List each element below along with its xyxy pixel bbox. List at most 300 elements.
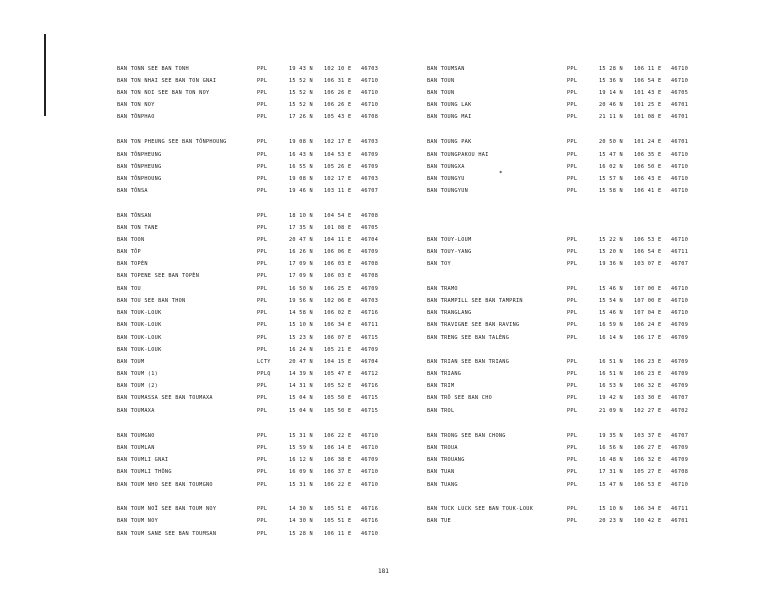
entry-lon: 103 37 E [634,433,662,439]
entry-type: PPL [567,359,578,365]
entry-type: PPL [257,78,268,84]
entry-name: BAN TRONG SEE BAN CHONG [427,433,506,439]
entry-type: PPL [567,66,578,72]
entry-lat: 15 52 N [289,90,313,96]
entry-lon: 105 43 E [324,114,352,120]
entry-lon: 105 52 E [324,383,352,389]
entry-code: 46709 [671,359,689,365]
entry-code: 46709 [361,249,379,255]
entry-type: PPL [567,152,578,158]
entry-code: 46715 [361,335,379,341]
entry-code: 46710 [671,176,689,182]
entry-code: 46701 [671,114,689,120]
entry-lat: 15 31 N [289,433,313,439]
entry-name: BAN TRIM [427,383,455,389]
entry-code: 46708 [361,213,379,219]
entry-lat: 15 20 N [599,249,623,255]
entry-code: 46710 [361,78,379,84]
entry-lon: 101 08 E [324,225,352,231]
entry-code: 46705 [361,225,379,231]
entry-lat: 19 46 N [289,188,313,194]
entry-lon: 106 11 E [324,531,352,537]
entry-code: 46709 [671,335,689,341]
entry-lon: 106 53 E [634,482,662,488]
entry-lon: 102 10 E [324,66,352,72]
entry-lat: 15 59 N [289,445,313,451]
entry-code: 46703 [361,176,379,182]
entry-name: BAN TOUNG PAK [427,139,472,145]
entry-lon: 106 27 E [634,445,662,451]
entry-code: 46707 [361,188,379,194]
entry-lat: 16 53 N [599,383,623,389]
entry-name: BAN TRÔ SEE BAN CHO [427,395,493,401]
entry-lon: 106 25 E [324,286,352,292]
entry-code: 46716 [361,383,379,389]
entry-lat: 15 46 N [599,286,623,292]
entry-type: PPL [257,164,268,170]
entry-lat: 16 24 N [289,347,313,353]
entry-type: PPL [567,482,578,488]
entry-type: PPL [567,261,578,267]
entry-type: PPL [257,176,268,182]
entry-lat: 17 09 N [289,273,313,279]
entry-lon: 101 24 E [634,139,662,145]
entry-lon: 106 02 E [324,310,352,316]
entry-lat: 15 47 N [599,152,623,158]
entry-lat: 15 28 N [289,531,313,537]
entry-name: BAN TOPÈN [117,261,148,267]
entry-type: PPL [257,445,268,451]
entry-type: PPL [567,371,578,377]
entry-type: PPL [567,114,578,120]
entry-lat: 15 04 N [289,395,313,401]
entry-type: LCTY [257,359,271,365]
entry-name: BAN TÔNSAN [117,213,152,219]
entry-code: 46709 [671,383,689,389]
entry-type: PPL [567,433,578,439]
entry-lon: 104 15 E [324,359,352,365]
entry-code: 46710 [671,310,689,316]
entry-lat: 15 52 N [289,102,313,108]
entry-code: 46710 [671,286,689,292]
entry-name: BAN TOUMLI GNAI [117,457,169,463]
entry-lon: 102 17 E [324,139,352,145]
entry-code: 46716 [361,310,379,316]
entry-code: 46708 [361,273,379,279]
entry-type: PPL [257,395,268,401]
entry-type: PPL [567,408,578,414]
entry-type: PPL [567,469,578,475]
entry-code: 46716 [361,518,379,524]
entry-lat: 15 54 N [599,298,623,304]
entry-type: PPL [257,347,268,353]
entry-lat: 19 42 N [599,395,623,401]
entry-name: BAN TOUMLAN [117,445,155,451]
entry-name: BAN TOUM SANE SEE BAN TOUMSAN [117,531,217,537]
entry-lon: 104 53 E [324,152,352,158]
entry-type: PPL [257,506,268,512]
entry-name: BAN TRAMO [427,286,458,292]
entry-lon: 102 17 E [324,176,352,182]
entry-lon: 102 27 E [634,408,662,414]
entry-code: 46709 [361,286,379,292]
entry-lon: 106 37 E [324,469,352,475]
entry-type: PPL [567,445,578,451]
entry-lon: 101 08 E [634,114,662,120]
entry-type: PPL [257,335,268,341]
entry-lat: 19 08 N [289,139,313,145]
entry-lon: 106 53 E [634,237,662,243]
entry-lon: 106 31 E [324,78,352,84]
entry-lat: 17 35 N [289,225,313,231]
entry-lat: 16 14 N [599,335,623,341]
entry-code: 46710 [671,298,689,304]
entry-lon: 106 38 E [324,457,352,463]
entry-code: 46710 [671,164,689,170]
entry-type: PPL [257,188,268,194]
entry-lon: 102 06 E [324,298,352,304]
entry-code: 46707 [671,261,689,267]
entry-lat: 16 56 N [599,445,623,451]
entry-lon: 107 00 E [634,286,662,292]
entry-name: BAN TOUNG LAK [427,102,472,108]
entry-name: BAN TOUM (1) [117,371,159,377]
entry-lon: 101 25 E [634,102,662,108]
entry-name: BAN TÔNPHAO [117,114,155,120]
entry-type: PPL [257,249,268,255]
entry-type: PPL [567,176,578,182]
entry-code: 46709 [361,347,379,353]
entry-name: BAN TON NOI SEE BAN TON NOY [117,90,210,96]
entry-lon: 105 50 E [324,395,352,401]
entry-name: BAN TRAVIGNE SEE BAN RAVING [427,322,520,328]
entry-code: 46702 [671,408,689,414]
entry-type: PPL [257,408,268,414]
entry-lat: 16 55 N [289,164,313,170]
entry-lon: 106 11 E [634,66,662,72]
entry-lat: 20 47 N [289,237,313,243]
entry-lon: 103 11 E [324,188,352,194]
entry-lat: 15 31 N [289,482,313,488]
entry-type: PPL [257,261,268,267]
entry-type: PPL [567,78,578,84]
entry-lat: 15 23 N [289,335,313,341]
entry-code: 46701 [671,102,689,108]
entry-type: PPL [257,322,268,328]
entry-lon: 106 17 E [634,335,662,341]
entry-lon: 106 41 E [634,188,662,194]
entry-lat: 15 57 N [599,176,623,182]
entry-lon: 107 04 E [634,310,662,316]
entry-lon: 106 14 E [324,445,352,451]
entry-lat: 14 30 N [289,506,313,512]
entry-code: 46711 [671,506,689,512]
entry-name: BAN TOUN [427,78,455,84]
entry-name: BAN TRAMPILL SEE BAN TAMPRIN [427,298,523,304]
entry-name: BAN TRENG SEE BAN TALÈNG [427,335,510,341]
entry-lon: 105 51 E [324,518,352,524]
entry-lat: 19 56 N [289,298,313,304]
entry-name: BAN TUAN [427,469,455,475]
entry-code: 46710 [671,482,689,488]
entry-lon: 101 43 E [634,90,662,96]
entry-lon: 106 26 E [324,102,352,108]
entry-type: PPL [567,457,578,463]
entry-type: PPL [257,298,268,304]
entry-type: PPL [257,66,268,72]
entry-lon: 100 42 E [634,518,662,524]
entry-type: PPL [567,237,578,243]
entry-code: 46708 [671,469,689,475]
entry-type: PPL [567,518,578,524]
entry-lat: 14 58 N [289,310,313,316]
entry-lat: 15 47 N [599,482,623,488]
entry-code: 46701 [671,518,689,524]
entry-type: PPL [567,139,578,145]
entry-type: PPL [567,286,578,292]
entry-name: BAN TOUK-LOUK [117,347,162,353]
entry-name: BAN TOPENE SEE BAN TOPÈN [117,273,200,279]
entry-name: BAN TUANG [427,482,458,488]
entry-name: BAN TRANGLANG [427,310,472,316]
entry-code: 46711 [671,249,689,255]
entry-lon: 106 03 E [324,273,352,279]
entry-type: PPL [257,531,268,537]
entry-lat: 21 11 N [599,114,623,120]
entry-lon: 106 22 E [324,433,352,439]
entry-lat: 19 08 N [289,176,313,182]
entry-lon: 104 54 E [324,213,352,219]
entry-name: BAN TOUM NOÏ SEE BAN TOUM NOY [117,506,217,512]
entry-lat: 15 36 N [599,78,623,84]
entry-name: BAN TOY [427,261,451,267]
entry-code: 46710 [361,482,379,488]
page-number: 181 [378,568,389,575]
entry-code: 46708 [361,114,379,120]
entry-type: PPL [567,506,578,512]
entry-lat: 21 09 N [599,408,623,414]
entry-lat: 20 50 N [599,139,623,145]
entry-lon: 106 34 E [324,322,352,328]
entry-lon: 106 35 E [634,152,662,158]
entry-lat: 19 35 N [599,433,623,439]
entry-lon: 106 23 E [634,359,662,365]
entry-name: BAN TRIANG [427,371,462,377]
entry-code: 46710 [671,188,689,194]
entry-lon: 103 07 E [634,261,662,267]
entry-name: BAN TOUMSAN [427,66,465,72]
entry-name: BAN TOUNGYU [427,176,465,182]
entry-name: BAN TOUM (2) [117,383,159,389]
stray-mark: * [499,170,503,177]
entry-type: PPL [567,249,578,255]
entry-lat: 16 59 N [599,322,623,328]
entry-name: BAN TOU SEE BAN THON [117,298,186,304]
entry-name: BAN TOUK-LOUK [117,310,162,316]
entry-lat: 15 46 N [599,310,623,316]
entry-code: 46709 [361,457,379,463]
entry-type: PPLQ [257,371,271,377]
entry-type: PPL [257,286,268,292]
entry-name: BAN TÔP [117,249,141,255]
entry-lon: 104 11 E [324,237,352,243]
entry-lon: 106 50 E [634,164,662,170]
entry-type: PPL [257,152,268,158]
entry-lat: 16 43 N [289,152,313,158]
entry-name: BAN TON NOY [117,102,155,108]
entry-lat: 14 31 N [289,383,313,389]
entry-lon: 107 00 E [634,298,662,304]
entry-name: BAN TOUNG MAI [427,114,472,120]
entry-type: PPL [567,310,578,316]
entry-lat: 16 50 N [289,286,313,292]
entry-type: PPL [567,90,578,96]
entry-name: BAN TOUN [427,90,455,96]
entry-lat: 16 02 N [599,164,623,170]
entry-lat: 19 36 N [599,261,623,267]
entry-name: BAN TOUMAXA [117,408,155,414]
entry-type: PPL [257,310,268,316]
entry-type: PPL [567,164,578,170]
entry-lon: 106 22 E [324,482,352,488]
entry-name: BAN TOUY-YANG [427,249,472,255]
entry-code: 46710 [361,433,379,439]
entry-lat: 16 26 N [289,249,313,255]
entry-name: BAN TÔNPHOUNG [117,176,162,182]
entry-name: BAN TRIAN SEE BAN TRIANG [427,359,510,365]
entry-code: 46712 [361,371,379,377]
entry-name: BAN TOUMASSA SEE BAN TOUMAXA [117,395,213,401]
entry-name: BAN TUE [427,518,451,524]
entry-lat: 19 43 N [289,66,313,72]
entry-code: 46715 [361,408,379,414]
entry-lat: 15 28 N [599,66,623,72]
entry-lon: 106 06 E [324,249,352,255]
entry-lon: 106 07 E [324,335,352,341]
entry-name: BAN TROL [427,408,455,414]
entry-type: PPL [257,457,268,463]
entry-type: PPL [257,225,268,231]
entry-code: 46710 [671,66,689,72]
entry-type: PPL [567,298,578,304]
entry-name: BAN TOUK-LOUK [117,335,162,341]
entry-type: PPL [257,90,268,96]
entry-code: 46704 [361,359,379,365]
entry-type: PPL [567,322,578,328]
entry-lat: 20 47 N [289,359,313,365]
entry-name: BAN TONN SEE BAN TONH [117,66,189,72]
entry-lat: 20 46 N [599,102,623,108]
entry-type: PPL [257,469,268,475]
entry-lon: 106 54 E [634,78,662,84]
entry-lon: 105 51 E [324,506,352,512]
entry-lon: 105 47 E [324,371,352,377]
entry-lon: 106 54 E [634,249,662,255]
entry-name: BAN TOUNGPAKOU HAI [427,152,489,158]
entry-lat: 17 31 N [599,469,623,475]
entry-name: BAN TOUM [117,359,145,365]
entry-lon: 105 50 E [324,408,352,414]
entry-type: PPL [257,433,268,439]
entry-lat: 16 51 N [599,359,623,365]
entry-code: 46705 [671,90,689,96]
entry-code: 46707 [671,395,689,401]
entry-lon: 106 26 E [324,90,352,96]
entry-lon: 106 43 E [634,176,662,182]
entry-lat: 15 04 N [289,408,313,414]
entry-name: BAN TROUA [427,445,458,451]
entry-name: BAN TOUM NOY [117,518,159,524]
entry-name: BAN TOUMLI THÔNG [117,469,172,475]
entry-lat: 15 22 N [599,237,623,243]
entry-code: 46715 [361,395,379,401]
entry-type: PPL [257,273,268,279]
entry-lat: 19 14 N [599,90,623,96]
entry-lat: 15 10 N [289,322,313,328]
entry-name: BAN TOUNGXA [427,164,465,170]
entry-lon: 106 03 E [324,261,352,267]
entry-type: PPL [567,335,578,341]
entry-name: BAN TÔNPHEUNG [117,152,162,158]
entry-lat: 14 30 N [289,518,313,524]
entry-lat: 17 09 N [289,261,313,267]
entry-type: PPL [257,482,268,488]
entry-name: BAN TÔNSA [117,188,148,194]
entry-code: 46710 [671,152,689,158]
entry-lon: 106 32 E [634,457,662,463]
entry-type: PPL [257,102,268,108]
entry-code: 46710 [361,531,379,537]
entry-name: BAN TOUNGYUN [427,188,469,194]
entry-name: BAN TOUY-LOUM [427,237,472,243]
entry-lon: 106 24 E [634,322,662,328]
entry-lat: 14 39 N [289,371,313,377]
entry-code: 46709 [671,445,689,451]
entry-code: 46707 [671,433,689,439]
entry-type: PPL [257,139,268,145]
entry-code: 46709 [671,371,689,377]
entry-type: PPL [257,114,268,120]
entry-name: BAN TOON [117,237,145,243]
entry-name: BAN TOUMGNO [117,433,155,439]
entry-code: 46703 [361,139,379,145]
entry-lon: 103 30 E [634,395,662,401]
margin-rule [44,34,46,116]
entry-lon: 105 21 E [324,347,352,353]
entry-code: 46716 [361,506,379,512]
entry-code: 46710 [361,102,379,108]
entry-lat: 16 09 N [289,469,313,475]
entry-code: 46711 [361,322,379,328]
entry-type: PPL [257,518,268,524]
entry-name: BAN TOUK-LOUK [117,322,162,328]
entry-type: PPL [567,188,578,194]
entry-code: 46708 [361,261,379,267]
entry-lon: 105 27 E [634,469,662,475]
entry-lon: 105 26 E [324,164,352,170]
entry-code: 46710 [361,469,379,475]
entry-type: PPL [257,213,268,219]
entry-lat: 16 51 N [599,371,623,377]
entry-code: 46710 [671,78,689,84]
entry-code: 46703 [361,298,379,304]
entry-code: 46704 [361,237,379,243]
entry-code: 46710 [361,445,379,451]
entry-name: BAN TON NHAI SEE BAN TON GNAI [117,78,217,84]
entry-name: BAN TUCK LUCK SEE BAN TOUK-LOUK [427,506,534,512]
entry-lat: 15 52 N [289,78,313,84]
entry-lat: 17 26 N [289,114,313,120]
